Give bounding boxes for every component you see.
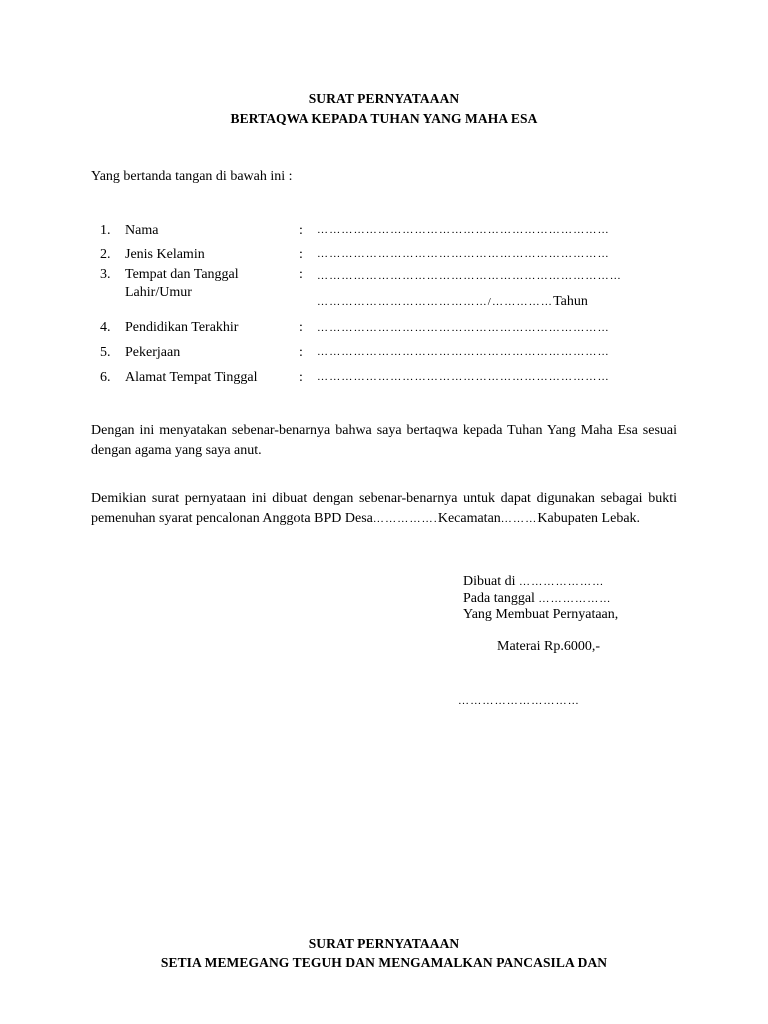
field-label: Tempat dan Tanggal: [125, 267, 239, 282]
stamp-label: Materai Rp.6000,-: [497, 639, 601, 654]
field-number: 3.: [100, 267, 111, 282]
date-line: [463, 591, 612, 607]
field-number: 4.: [100, 320, 111, 335]
made-at-label: Dibuat di: [463, 574, 516, 589]
maker-label: Yang Membuat Pernyataan,: [463, 607, 619, 622]
field-colon: :: [299, 247, 303, 262]
date-blank: ………………: [538, 593, 612, 605]
field-blank-line: …………………………………………………………………: [317, 270, 622, 282]
doc2-title-line1: SURAT PERNYATAAAN: [308, 936, 460, 951]
field-colon: :: [299, 223, 303, 238]
closing-paragraph: [91, 489, 677, 529]
field-colon: :: [299, 267, 303, 282]
doc-title-line1: SURAT PERNYATAAAN: [308, 91, 460, 106]
field-blank-dots: ……………………………………/……………: [317, 296, 554, 308]
field-blank-line: ………………………………………………………………: [317, 322, 610, 334]
field-label-line2: Lahir/Umur: [125, 285, 192, 300]
field-blank-line: ………………………………………………………………: [317, 346, 610, 358]
kecamatan-label: Kecamatan: [437, 511, 501, 526]
intro-text: Yang bertanda tangan di bawah ini :: [91, 169, 293, 184]
statement-paragraph: Dengan ini menyatakan sebenar-benarnya bahwa saya bertaqwa kepada Tuhan Yang Maha Esa sesuai dengan agama yang saya anut.: [91, 423, 677, 458]
field-colon: :: [299, 320, 303, 335]
field-label: Jenis Kelamin: [125, 247, 205, 262]
desa-blank: …………….: [372, 513, 438, 525]
made-at-blank: …………………: [519, 576, 605, 588]
doc-title-line2: BERTAQWA KEPADA TUHAN YANG MAHA ESA: [230, 111, 538, 126]
made-at-line: [463, 574, 604, 590]
field-number: 2.: [100, 247, 111, 262]
signature-name-blank: …………………………: [458, 695, 580, 707]
field-label: Pekerjaan: [125, 345, 181, 360]
field-colon: :: [299, 370, 303, 385]
field-colon: :: [299, 345, 303, 360]
field-label: Pendidikan Terakhir: [125, 320, 239, 335]
doc2-title-line2: SETIA MEMEGANG TEGUH DAN MENGAMALKAN PANCASILA DAN: [160, 955, 608, 970]
field-suffix-tahun: Tahun: [553, 294, 588, 309]
kabupaten-text: Kabupaten Lebak.: [537, 511, 641, 526]
field-label: Nama: [125, 223, 159, 238]
field-blank-line-age: [317, 294, 588, 310]
field-blank-line: ………………………………………………………………: [317, 224, 610, 236]
field-number: 1.: [100, 223, 111, 238]
field-label: Alamat Tempat Tinggal: [125, 370, 258, 385]
kecamatan-blank: ………: [500, 513, 538, 525]
field-blank-line: ………………………………………………………………: [317, 371, 610, 383]
field-number: 6.: [100, 370, 111, 385]
date-label: Pada tanggal: [463, 591, 535, 606]
field-number: 5.: [100, 345, 111, 360]
closing-text: Demikian surat pernyataan ini dibuat dengan sebenar-benarnya untuk dapat digunakan sebagai bukti pemenuhan syarat pencalonan Anggota BPD Desa: [91, 491, 677, 526]
field-blank-line: ………………………………………………………………: [317, 248, 610, 260]
